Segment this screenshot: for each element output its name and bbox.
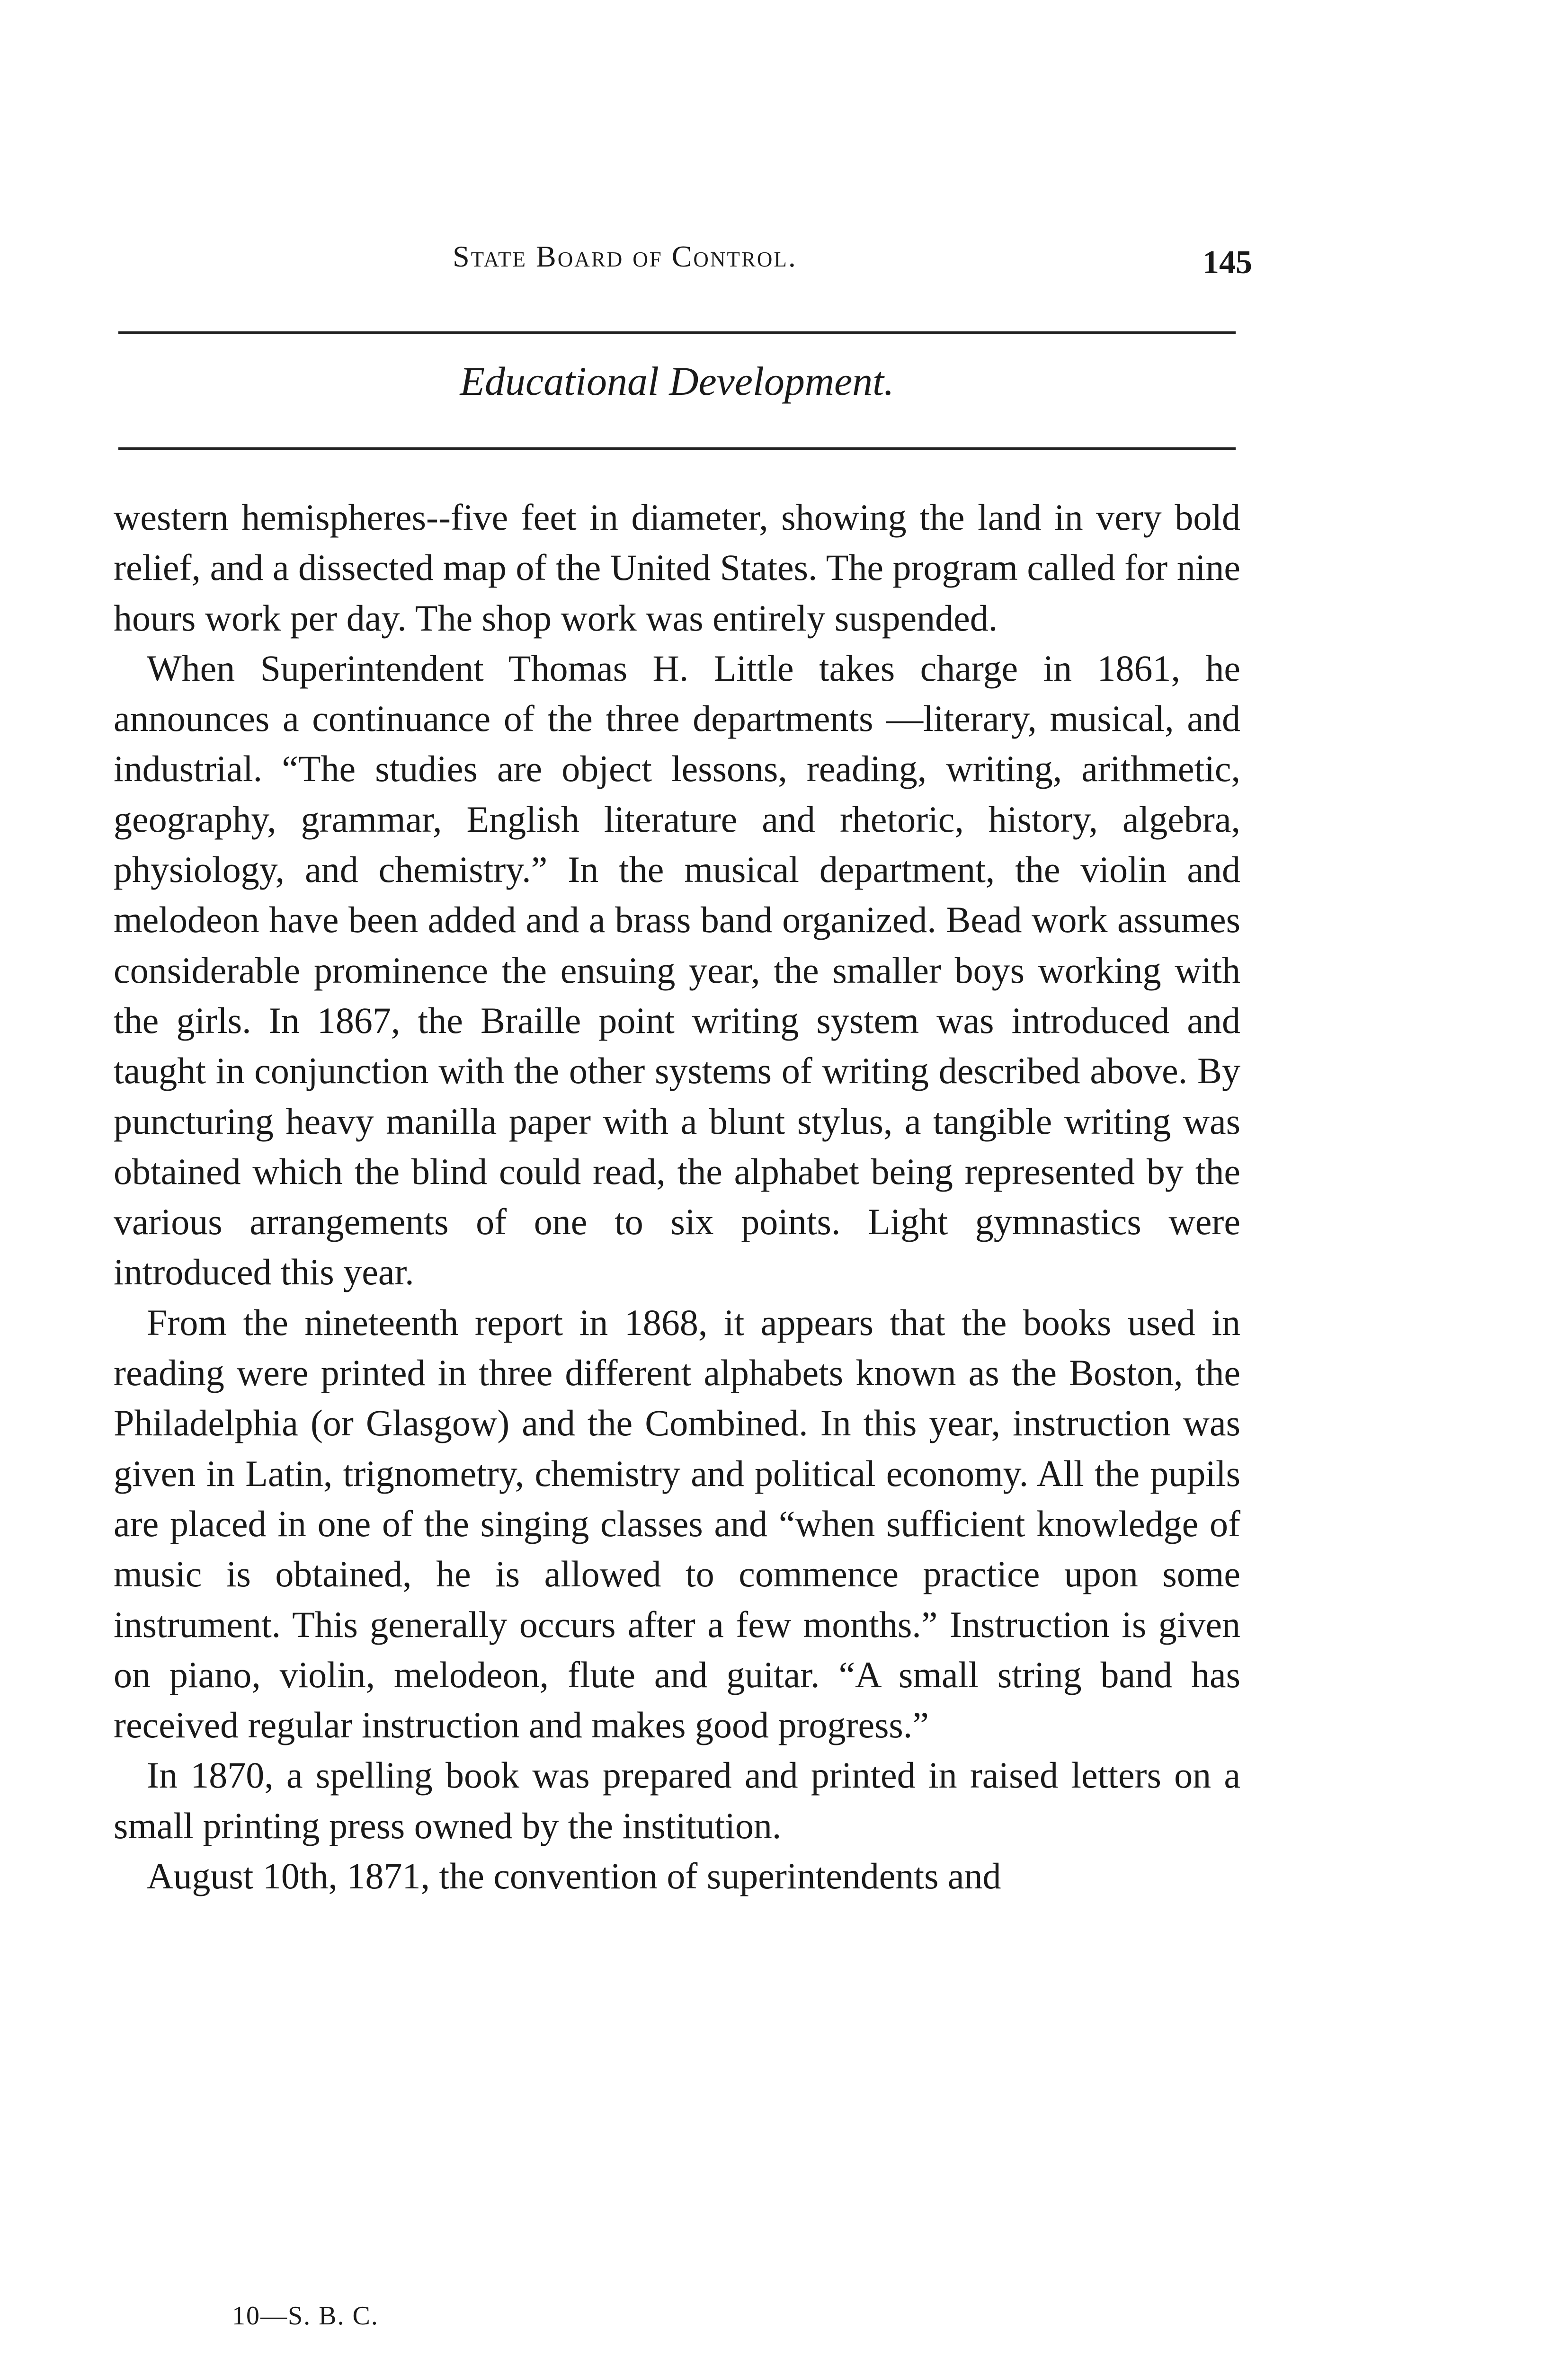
paragraph: From the nineteenth report in 1868, it appears that the books used in reading were printed in three different alphabets known as the Boston, the Philadelphia (or Glasgow) and the Combined. In this year, instruction was given in Latin, trignometry, chemistry and political economy. All the pupils are placed in one of the singing classes and “when sufficient knowledge of music is obtained, he is allowed to commence practice upon some instrument. This generally occurs after a few months.” Instruction is given on piano, violin, melodeon, flute and guitar. “A small string band has received regular instruction and makes good progress.” bbox=[114, 1301, 1240, 1746]
page-number: 145 bbox=[1203, 244, 1252, 281]
running-head: State Board of Control. bbox=[453, 240, 797, 273]
section-title: Educational Development. bbox=[460, 358, 894, 404]
paragraph: When Superintendent Thomas H. Little takes charge in 1861, he announces a continuance of the three departments —literary, musical, and industrial. “The studies are object lessons, reading, writing, arithmetic, geography, grammar, English literature and rhetoric, history, algebra, physiology, and chemistry.” In the musical department, the violin and melodeon have been added and a brass band organized. Bead work assumes considerable prominence the ensuing year, the smaller boys working with the girls. In 1867, the Braille point writing system was introduced and taught in conjunction with the other systems of writing described above. By puncturing heavy manilla paper with a blunt stylus, a tangible writing was obtained which the blind could read, the alphabet being represented by the various arrangements of one to six points. Light gymnastics were introduced this year. bbox=[114, 647, 1240, 1293]
paragraph: western hemispheres--five feet in diameter, showing the land in very bold relief, and a dissected map of the United States. The program called for nine hours work per day. The shop work was entirely suspended. bbox=[114, 497, 1240, 639]
header-rule-top bbox=[118, 331, 1236, 334]
signature-mark: 10—S. B. C. bbox=[232, 2301, 379, 2331]
paragraph: In 1870, a spelling book was prepared and printed in raised letters on a small printing press owned by the institution. bbox=[114, 1754, 1240, 1846]
header-rule-bottom bbox=[118, 447, 1236, 450]
paragraph: August 10th, 1871, the convention of superintendents and bbox=[147, 1855, 1001, 1897]
body-text bbox=[114, 492, 1240, 1901]
